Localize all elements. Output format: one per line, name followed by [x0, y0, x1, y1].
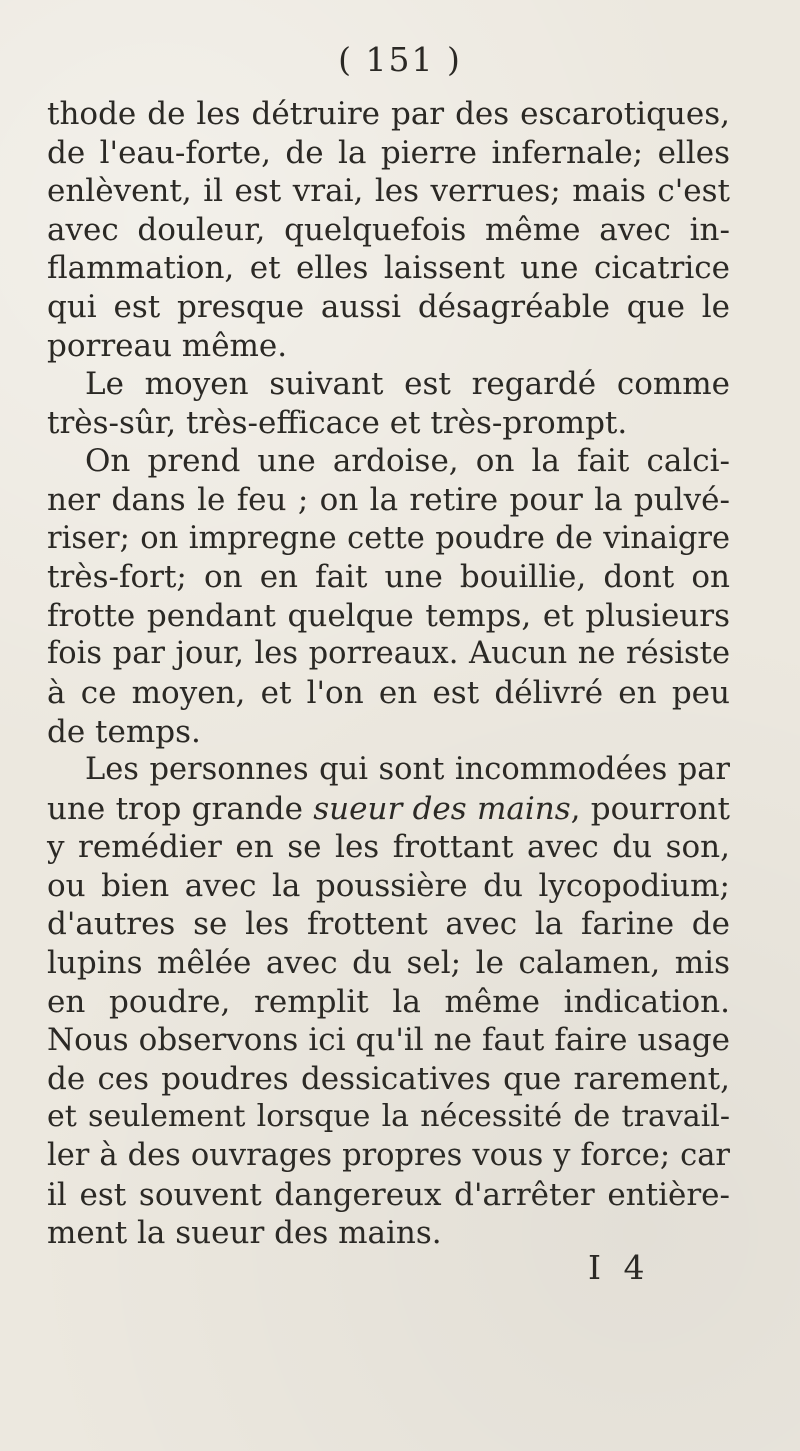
text-line: qui est presque aussi désagréable que le: [47, 288, 730, 325]
text-line: ler à des ouvrages propres vous y force; car: [47, 1138, 730, 1174]
text-line: riser; on impregne cette poudre de vinaigre: [47, 520, 730, 556]
text-line: d'autres se les frottent avec la farine de: [47, 906, 730, 943]
text-line: fois par jour, les porreaux. Aucun ne résiste: [47, 636, 730, 672]
signature-mark: I 4: [588, 1248, 651, 1287]
italic-phrase: sueur des mains: [313, 790, 571, 827]
text-line: très-sûr, très-efficace et très-prompt.: [47, 404, 628, 441]
text-line: On prend une ardoise, on la fait calci-: [85, 443, 730, 480]
text-line: thode de les détruire par des escarotiques,: [47, 96, 730, 132]
text-line: ner dans le feu ; on la retire pour la pulvé-: [47, 481, 730, 518]
text-line: Nous observons ici qu'il ne faut faire usage: [47, 1022, 730, 1059]
text-line: à ce moyen, et l'on en est délivré en peu: [47, 674, 730, 711]
text-line: [47, 790, 730, 829]
text-line: de temps.: [47, 713, 201, 750]
text-line: ment la sueur des mains.: [47, 1215, 442, 1252]
text-line: très-fort; on en fait une bouillie, dont on: [47, 559, 730, 596]
text-line: il est souvent dangereux d'arrêter entière-: [47, 1176, 730, 1213]
text-line: Les personnes qui sont incommodées par: [85, 752, 730, 788]
text-line: lupins mêlée avec du sel; le calamen, mis: [47, 945, 730, 982]
text-line: frotte pendant quelque temps, et plusieurs: [47, 597, 730, 634]
text-line: flammation, et elles laissent une cicatrice: [47, 250, 730, 287]
text-line: ou bien avec la poussière du lycopodium;: [47, 867, 730, 904]
text-line: avec douleur, quelquefois même avec in-: [47, 211, 730, 248]
text-line: y remédier en se les frottant avec du son,: [47, 829, 730, 866]
text-segment: , pourront: [570, 790, 730, 827]
text-line: de ces poudres dessicatives que rarement,: [47, 1060, 730, 1097]
page-number: ( 151 ): [338, 40, 462, 79]
text-line: et seulement lorsque la nécessité de travail-: [47, 1099, 730, 1135]
text-line: Le moyen suivant est regardé comme: [85, 366, 730, 403]
text-line: en poudre, remplit la même indication.: [47, 983, 730, 1020]
text-line: de l'eau-forte, de la pierre infernale; elles: [47, 134, 730, 171]
body-text: [47, 95, 730, 1253]
text-segment: une trop grande: [47, 790, 314, 827]
text-line: porreau même.: [47, 327, 288, 364]
text-line: enlèvent, il est vrai, les verrues; mais c'est: [47, 173, 730, 210]
